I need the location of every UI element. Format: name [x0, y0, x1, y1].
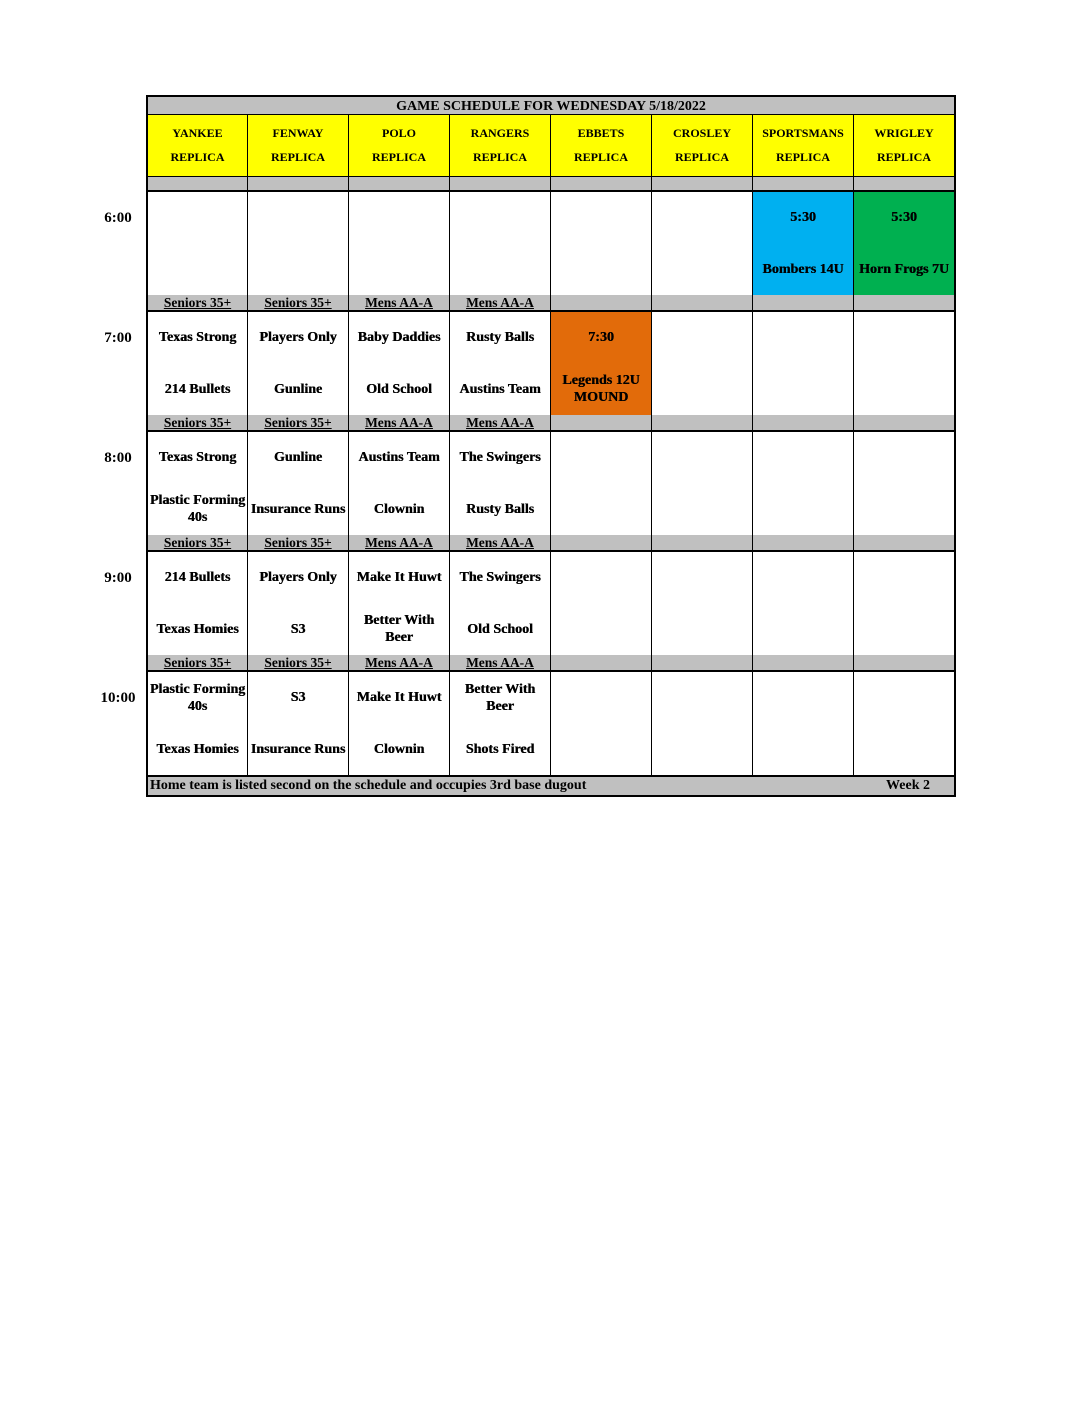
- field-header-row: [146, 115, 956, 177]
- field-header-crosley: [652, 115, 753, 177]
- away-team: [652, 672, 752, 724]
- division-label: Seniors 35+: [146, 415, 248, 431]
- division-row: [146, 535, 956, 551]
- game-cell: [450, 192, 551, 296]
- field-subtitle: REPLICA: [876, 150, 931, 165]
- field-name: EBBETS: [577, 125, 625, 140]
- home-team: [148, 244, 247, 296]
- gap-cell: [349, 177, 450, 191]
- division-label: [753, 295, 854, 311]
- away-team: [148, 192, 247, 244]
- field-subtitle: REPLICA: [775, 150, 830, 165]
- field-name: YANKEE: [172, 125, 223, 140]
- time-label: 10:00: [100, 690, 136, 706]
- away-team: [551, 552, 651, 604]
- home-team: Horn Frogs 7U: [859, 261, 949, 277]
- game-cell: [753, 672, 854, 776]
- division-label: Mens AA-A: [450, 295, 551, 311]
- game-cell: [146, 312, 248, 416]
- home-team: [551, 484, 651, 536]
- home-team: Clownin: [373, 741, 425, 757]
- game-cell: [349, 672, 450, 776]
- away-team: [248, 192, 348, 244]
- game-cell: [652, 432, 753, 536]
- home-team: [753, 364, 853, 416]
- game-cell: [248, 552, 349, 656]
- away-team: [551, 672, 651, 724]
- game-cell: [450, 552, 551, 656]
- division-label: Mens AA-A: [349, 655, 450, 671]
- home-team: [248, 244, 348, 296]
- home-team: [854, 604, 954, 656]
- home-team: Rusty Balls: [465, 501, 535, 517]
- division-label: Seniors 35+: [146, 535, 248, 551]
- division-label: Mens AA-A: [349, 535, 450, 551]
- field-name: RANGERS: [470, 125, 530, 140]
- away-team: [753, 552, 853, 604]
- away-team: Players Only: [259, 330, 337, 346]
- home-team: Shots Fired: [465, 741, 535, 757]
- field-header-fenway: [248, 115, 349, 177]
- field-header-yankee: [146, 115, 248, 177]
- division-label: [652, 415, 753, 431]
- division-label: Mens AA-A: [450, 655, 551, 671]
- division-label: Seniors 35+: [248, 655, 349, 671]
- game-cell: [854, 432, 956, 536]
- home-team: Old School: [467, 621, 533, 637]
- home-team: [450, 244, 550, 296]
- away-team: Austins Team: [358, 450, 440, 466]
- division-row: [146, 415, 956, 431]
- field-name: FENWAY: [272, 125, 324, 140]
- home-team: [652, 484, 752, 536]
- away-team: Texas Strong: [158, 450, 237, 466]
- division-label: [854, 535, 956, 551]
- division-label: Mens AA-A: [349, 295, 450, 311]
- game-cell: [349, 552, 450, 656]
- field-subtitle: REPLICA: [674, 150, 729, 165]
- division-label: Mens AA-A: [450, 535, 551, 551]
- home-team: [854, 364, 954, 416]
- away-team: Players Only: [259, 570, 337, 586]
- gap-cell: [551, 177, 652, 191]
- home-team: [652, 604, 752, 656]
- home-team: Legends 12U MOUND: [562, 373, 640, 406]
- schedule-table: [146, 95, 956, 797]
- division-label: [652, 295, 753, 311]
- field-header-ebbets: [551, 115, 652, 177]
- time-label: 6:00: [104, 210, 132, 226]
- field-header-sportsmans: [753, 115, 854, 177]
- game-cell: [854, 672, 956, 776]
- division-label: Seniors 35+: [248, 415, 349, 431]
- field-header-polo: [349, 115, 450, 177]
- home-team: [652, 364, 752, 416]
- division-label: [854, 415, 956, 431]
- time-label: 7:00: [104, 330, 132, 346]
- field-header-wrigley: [854, 115, 956, 177]
- division-label: Mens AA-A: [450, 415, 551, 431]
- time-label: 9:00: [104, 570, 132, 586]
- game-cell: [652, 552, 753, 656]
- field-name: SPORTSMANS: [762, 125, 844, 140]
- home-team: [854, 724, 954, 776]
- away-team: [753, 312, 853, 364]
- away-team: [652, 552, 752, 604]
- home-team: [753, 484, 853, 536]
- game-cell: [753, 192, 854, 296]
- home-team: [551, 244, 651, 296]
- away-team: [652, 312, 752, 364]
- division-label: [753, 535, 854, 551]
- away-team: The Swingers: [459, 570, 541, 586]
- away-team: 7:30: [588, 330, 614, 346]
- game-cell: [551, 312, 652, 416]
- game-cell: [551, 192, 652, 296]
- away-team: Plastic Forming 40s: [149, 681, 246, 714]
- game-cell: [349, 432, 450, 536]
- away-team: Rusty Balls: [465, 330, 535, 346]
- home-team: S3: [290, 621, 306, 637]
- home-team: Clownin: [373, 501, 425, 517]
- footer-note: Home team is listed second on the schedule and occupies 3rd base dugout: [150, 778, 587, 793]
- away-team: [551, 192, 651, 244]
- game-cell: [551, 552, 652, 656]
- game-cell: [551, 432, 652, 536]
- time-slot-row: [146, 431, 956, 535]
- time-slot-row: [146, 191, 956, 295]
- home-team: Old School: [366, 381, 432, 397]
- game-cell: [854, 552, 956, 656]
- division-label: [854, 655, 956, 671]
- game-cell: [753, 312, 854, 416]
- division-row: [146, 655, 956, 671]
- time-slots: [146, 191, 956, 775]
- game-cell: [349, 312, 450, 416]
- away-team: [753, 672, 853, 724]
- game-cell: [753, 432, 854, 536]
- away-team: [652, 432, 752, 484]
- game-cell: [854, 312, 956, 416]
- away-team: [854, 672, 954, 724]
- gap-cell: [753, 177, 854, 191]
- home-team: [551, 604, 651, 656]
- home-team: [652, 244, 752, 296]
- game-cell: [146, 672, 248, 776]
- home-team: Texas Homies: [156, 741, 239, 757]
- game-cell: [349, 192, 450, 296]
- away-team: Make It Huwt: [356, 690, 442, 706]
- field-name: POLO: [381, 125, 416, 140]
- field-name: WRIGLEY: [874, 125, 934, 140]
- away-team: 5:30: [790, 210, 816, 226]
- away-team: Baby Daddies: [357, 330, 441, 346]
- game-cell: [551, 672, 652, 776]
- game-cell: [450, 672, 551, 776]
- home-team: [551, 724, 651, 776]
- game-cell: [652, 312, 753, 416]
- home-team: Better With Beer: [363, 613, 435, 646]
- away-team: S3: [290, 690, 306, 706]
- away-team: [450, 192, 550, 244]
- header-gap-row: [146, 177, 956, 191]
- home-team: [652, 724, 752, 776]
- away-team: [551, 432, 651, 484]
- schedule-footer: [146, 775, 956, 797]
- gap-cell: [146, 177, 248, 191]
- home-team: Insurance Runs: [250, 741, 346, 757]
- gap-cell: [248, 177, 349, 191]
- time-slot-row: [146, 311, 956, 415]
- division-label: [854, 295, 956, 311]
- division-label: Mens AA-A: [349, 415, 450, 431]
- away-team: Make It Huwt: [356, 570, 442, 586]
- field-name: CROSLEY: [672, 125, 731, 140]
- home-team: 214 Bullets: [164, 381, 231, 397]
- game-cell: [146, 192, 248, 296]
- away-team: Better With Beer: [464, 681, 536, 714]
- time-slot-row: [146, 551, 956, 655]
- division-label: Seniors 35+: [146, 295, 248, 311]
- gap-cell: [652, 177, 753, 191]
- home-team: [753, 724, 853, 776]
- away-team: 5:30: [891, 210, 917, 226]
- game-cell: [248, 312, 349, 416]
- game-cell: [248, 192, 349, 296]
- away-team: [854, 312, 954, 364]
- home-team: Austins Team: [459, 381, 541, 397]
- away-team: [854, 552, 954, 604]
- home-team: [349, 244, 449, 296]
- game-cell: [652, 672, 753, 776]
- gap-cell: [854, 177, 956, 191]
- division-label: [551, 415, 652, 431]
- home-team: Insurance Runs: [250, 501, 346, 517]
- game-cell: [146, 552, 248, 656]
- home-team: Plastic Forming 40s: [149, 493, 246, 526]
- division-label: [652, 535, 753, 551]
- field-subtitle: REPLICA: [573, 150, 628, 165]
- division-label: [551, 655, 652, 671]
- division-label: [551, 295, 652, 311]
- time-slot-row: [146, 671, 956, 775]
- division-label: Seniors 35+: [248, 295, 349, 311]
- division-label: [652, 655, 753, 671]
- division-label: Seniors 35+: [248, 535, 349, 551]
- division-label: Seniors 35+: [146, 655, 248, 671]
- home-team: Bombers 14U: [762, 261, 844, 277]
- away-team: [349, 192, 449, 244]
- game-cell: [248, 432, 349, 536]
- schedule-title: GAME SCHEDULE FOR WEDNESDAY 5/18/2022: [146, 95, 956, 115]
- away-team: Texas Strong: [158, 330, 237, 346]
- home-team: [854, 484, 954, 536]
- home-team: Texas Homies: [156, 621, 239, 637]
- division-label: [753, 655, 854, 671]
- game-cell: [248, 672, 349, 776]
- home-team: [753, 604, 853, 656]
- week-label: Week 2: [886, 778, 930, 793]
- game-cell: [854, 192, 956, 296]
- away-team: 214 Bullets: [164, 570, 231, 586]
- field-subtitle: REPLICA: [472, 150, 527, 165]
- field-header-rangers: [450, 115, 551, 177]
- game-cell: [450, 312, 551, 416]
- away-team: [854, 432, 954, 484]
- game-cell: [450, 432, 551, 536]
- game-cell: [753, 552, 854, 656]
- division-row: [146, 295, 956, 311]
- away-team: [652, 192, 752, 244]
- home-team: Gunline: [273, 381, 323, 397]
- gap-cell: [450, 177, 551, 191]
- away-team: [753, 432, 853, 484]
- away-team: The Swingers: [459, 450, 541, 466]
- field-subtitle: REPLICA: [371, 150, 426, 165]
- away-team: Gunline: [273, 450, 323, 466]
- division-label: [753, 415, 854, 431]
- field-subtitle: REPLICA: [170, 150, 225, 165]
- field-subtitle: REPLICA: [270, 150, 325, 165]
- game-cell: [146, 432, 248, 536]
- game-cell: [652, 192, 753, 296]
- time-label: 8:00: [104, 450, 132, 466]
- division-label: [551, 535, 652, 551]
